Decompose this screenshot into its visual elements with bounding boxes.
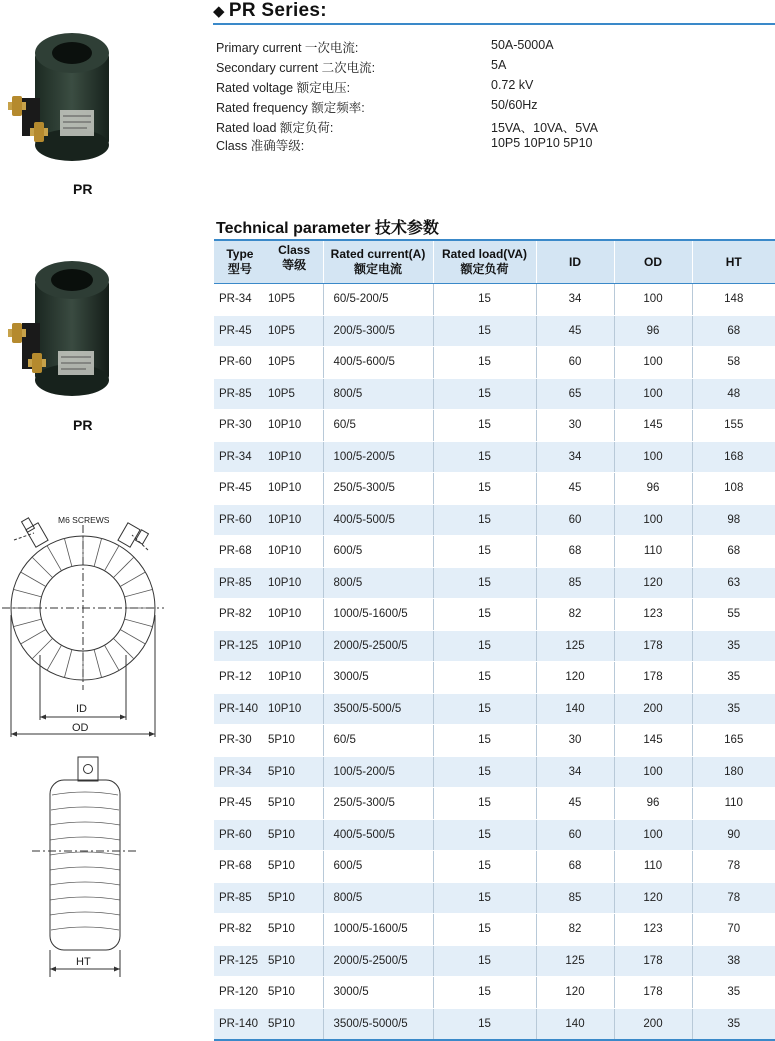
spec-label: Class 准确等级: bbox=[216, 139, 305, 153]
cell-rated-load: 15 bbox=[433, 378, 536, 410]
cell-class: 10P10 bbox=[268, 419, 302, 432]
spec-value: 5A bbox=[491, 58, 507, 72]
cell-rated-load: 15 bbox=[433, 882, 536, 914]
cell-rated-current: 60/5 bbox=[323, 725, 433, 757]
cell-class: 5P10 bbox=[268, 860, 295, 873]
cell-od: 110 bbox=[614, 851, 692, 883]
header-od: OD bbox=[614, 240, 692, 284]
cell-rated-current: 800/5 bbox=[323, 567, 433, 599]
side-view-drawing bbox=[30, 755, 140, 985]
cell-class: 10P5 bbox=[268, 387, 295, 400]
cell-ht: 180 bbox=[692, 756, 775, 788]
cell-od: 178 bbox=[614, 630, 692, 662]
cell-id: 34 bbox=[536, 284, 614, 316]
product-photo-pr-2 bbox=[2, 255, 117, 405]
cell-type-class bbox=[214, 693, 323, 725]
cell-type-class bbox=[214, 410, 323, 442]
cell-rated-current: 2000/5-2500/5 bbox=[323, 945, 433, 977]
cell-rated-current: 250/5-300/5 bbox=[323, 788, 433, 820]
cell-id: 45 bbox=[536, 473, 614, 505]
table-row bbox=[214, 599, 775, 631]
cell-rated-current: 600/5 bbox=[323, 536, 433, 568]
cell-id: 60 bbox=[536, 347, 614, 379]
cell-rated-load: 15 bbox=[433, 725, 536, 757]
table-row bbox=[214, 882, 775, 914]
cell-type-class bbox=[214, 284, 323, 316]
spec-value: 15VA、10VA、5VA bbox=[491, 121, 599, 135]
cell-rated-current: 1000/5-1600/5 bbox=[323, 599, 433, 631]
spec-label: Secondary current 二次电流: bbox=[216, 61, 376, 75]
od-dimension-label: OD bbox=[72, 722, 89, 734]
ht-dimension-label: HT bbox=[76, 956, 91, 968]
cell-type-class bbox=[214, 914, 323, 946]
cell-od: 145 bbox=[614, 725, 692, 757]
table-row bbox=[214, 378, 775, 410]
cell-type: PR-34 bbox=[219, 450, 252, 463]
cell-type-class bbox=[214, 1008, 323, 1040]
cell-ht: 70 bbox=[692, 914, 775, 946]
cell-id: 125 bbox=[536, 630, 614, 662]
cell-od: 96 bbox=[614, 788, 692, 820]
cell-ht: 35 bbox=[692, 1008, 775, 1040]
cell-type-class bbox=[214, 819, 323, 851]
cell-ht: 90 bbox=[692, 819, 775, 851]
cell-ht: 35 bbox=[692, 662, 775, 694]
cell-type-class bbox=[214, 725, 323, 757]
cell-rated-current: 3500/5-500/5 bbox=[323, 693, 433, 725]
cell-rated-load: 15 bbox=[433, 662, 536, 694]
cell-rated-load: 15 bbox=[433, 788, 536, 820]
cell-type-class bbox=[214, 378, 323, 410]
cell-type-class bbox=[214, 599, 323, 631]
cell-class: 10P10 bbox=[268, 576, 302, 589]
cell-type: PR-34 bbox=[219, 293, 252, 306]
cell-ht: 155 bbox=[692, 410, 775, 442]
cell-class: 5P10 bbox=[268, 765, 295, 778]
cell-type: PR-30 bbox=[219, 734, 252, 747]
cell-rated-load: 15 bbox=[433, 473, 536, 505]
cell-rated-load: 15 bbox=[433, 851, 536, 883]
cell-od: 110 bbox=[614, 536, 692, 568]
cell-class: 10P10 bbox=[268, 702, 302, 715]
cell-type: PR-120 bbox=[219, 986, 258, 999]
cell-od: 100 bbox=[614, 284, 692, 316]
cell-ht: 110 bbox=[692, 788, 775, 820]
cell-rated-load: 15 bbox=[433, 630, 536, 662]
cell-ht: 78 bbox=[692, 851, 775, 883]
cell-od: 123 bbox=[614, 599, 692, 631]
cell-ht: 35 bbox=[692, 630, 775, 662]
table-row bbox=[214, 473, 775, 505]
table-row bbox=[214, 315, 775, 347]
cell-type-class bbox=[214, 882, 323, 914]
header-type-class bbox=[214, 240, 323, 284]
cell-od: 100 bbox=[614, 441, 692, 473]
cell-rated-current: 3000/5 bbox=[323, 662, 433, 694]
cell-id: 85 bbox=[536, 882, 614, 914]
cell-type-class bbox=[214, 504, 323, 536]
cell-od: 100 bbox=[614, 347, 692, 379]
cell-ht: 38 bbox=[692, 945, 775, 977]
cell-class: 5P10 bbox=[268, 1017, 295, 1030]
id-dimension-label: ID bbox=[76, 703, 87, 715]
cell-rated-load: 15 bbox=[433, 819, 536, 851]
cell-id: 140 bbox=[536, 1008, 614, 1040]
cell-id: 60 bbox=[536, 819, 614, 851]
cell-rated-load: 15 bbox=[433, 756, 536, 788]
cell-type-class bbox=[214, 630, 323, 662]
table-row bbox=[214, 662, 775, 694]
cell-ht: 165 bbox=[692, 725, 775, 757]
table-row bbox=[214, 945, 775, 977]
cell-class: 5P10 bbox=[268, 923, 295, 936]
cell-od: 120 bbox=[614, 882, 692, 914]
spec-label: Rated load 额定负荷: bbox=[216, 121, 334, 135]
cell-ht: 48 bbox=[692, 378, 775, 410]
cell-id: 45 bbox=[536, 315, 614, 347]
cell-class: 5P10 bbox=[268, 986, 295, 999]
cell-id: 125 bbox=[536, 945, 614, 977]
cell-type-class bbox=[214, 441, 323, 473]
cell-od: 123 bbox=[614, 914, 692, 946]
cell-type: PR-125 bbox=[219, 639, 258, 652]
cell-class: 10P10 bbox=[268, 671, 302, 684]
cell-rated-current: 250/5-300/5 bbox=[323, 473, 433, 505]
cell-type: PR-34 bbox=[219, 765, 252, 778]
cell-rated-current: 100/5-200/5 bbox=[323, 441, 433, 473]
table-row bbox=[214, 630, 775, 662]
cell-rated-current: 60/5-200/5 bbox=[323, 284, 433, 316]
cell-ht: 35 bbox=[692, 977, 775, 1009]
header-id: ID bbox=[536, 240, 614, 284]
parameter-table bbox=[214, 239, 775, 1041]
spec-label: Rated voltage 额定电压: bbox=[216, 81, 351, 95]
cell-ht: 108 bbox=[692, 473, 775, 505]
header-current-en: Rated current(A) bbox=[330, 247, 426, 261]
cell-rated-load: 15 bbox=[433, 599, 536, 631]
cell-od: 100 bbox=[614, 819, 692, 851]
cell-rated-current: 100/5-200/5 bbox=[323, 756, 433, 788]
cell-type-class bbox=[214, 788, 323, 820]
header-rated-current bbox=[323, 240, 433, 284]
cell-rated-current: 800/5 bbox=[323, 378, 433, 410]
cell-ht: 168 bbox=[692, 441, 775, 473]
cell-id: 68 bbox=[536, 536, 614, 568]
spec-value: 10P5 10P10 5P10 bbox=[491, 136, 593, 150]
cell-od: 96 bbox=[614, 473, 692, 505]
cell-class: 10P10 bbox=[268, 545, 302, 558]
cell-type-class bbox=[214, 756, 323, 788]
table-row bbox=[214, 977, 775, 1009]
cell-rated-load: 15 bbox=[433, 693, 536, 725]
cell-od: 178 bbox=[614, 945, 692, 977]
table-row bbox=[214, 914, 775, 946]
title-divider bbox=[213, 23, 775, 25]
cell-type: PR-140 bbox=[219, 702, 258, 715]
cell-id: 85 bbox=[536, 567, 614, 599]
cell-type-class bbox=[214, 851, 323, 883]
cell-ht: 68 bbox=[692, 536, 775, 568]
header-ht: HT bbox=[692, 240, 775, 284]
tech-title: Technical parameter 技术参数 bbox=[216, 220, 439, 237]
cell-od: 178 bbox=[614, 662, 692, 694]
header-load-cn: 额定负荷 bbox=[460, 262, 509, 276]
cell-id: 30 bbox=[536, 725, 614, 757]
cell-id: 65 bbox=[536, 378, 614, 410]
cell-rated-load: 15 bbox=[433, 504, 536, 536]
header-rated-load bbox=[433, 240, 536, 284]
spec-value: 0.72 kV bbox=[491, 78, 534, 92]
cell-class: 10P10 bbox=[268, 450, 302, 463]
cell-rated-load: 15 bbox=[433, 945, 536, 977]
cell-id: 82 bbox=[536, 599, 614, 631]
diamond-bullet-icon: ◆ bbox=[213, 3, 225, 20]
cell-rated-current: 3000/5 bbox=[323, 977, 433, 1009]
table-row bbox=[214, 347, 775, 379]
cell-class: 10P5 bbox=[268, 324, 295, 337]
cell-ht: 98 bbox=[692, 504, 775, 536]
cell-rated-current: 200/5-300/5 bbox=[323, 315, 433, 347]
table-row bbox=[214, 504, 775, 536]
cell-od: 100 bbox=[614, 378, 692, 410]
cell-rated-load: 15 bbox=[433, 284, 536, 316]
cell-type-class bbox=[214, 945, 323, 977]
cell-type: PR-85 bbox=[219, 891, 252, 904]
cell-ht: 148 bbox=[692, 284, 775, 316]
cell-class: 5P10 bbox=[268, 954, 295, 967]
cell-type: PR-60 bbox=[219, 356, 252, 369]
product-caption: PR bbox=[73, 417, 93, 433]
table-row bbox=[214, 410, 775, 442]
cell-od: 200 bbox=[614, 693, 692, 725]
table-row bbox=[214, 441, 775, 473]
cell-id: 60 bbox=[536, 504, 614, 536]
cell-type: PR-60 bbox=[219, 513, 252, 526]
cell-type: PR-85 bbox=[219, 576, 252, 589]
cell-rated-current: 1000/5-1600/5 bbox=[323, 914, 433, 946]
cell-type: PR-45 bbox=[219, 482, 252, 495]
cell-class: 10P5 bbox=[268, 356, 295, 369]
spec-value: 50/60Hz bbox=[491, 98, 538, 112]
cell-id: 45 bbox=[536, 788, 614, 820]
spec-label: Primary current 一次电流: bbox=[216, 41, 359, 55]
cell-rated-current: 400/5-600/5 bbox=[323, 347, 433, 379]
cell-type-class bbox=[214, 347, 323, 379]
cell-rated-load: 15 bbox=[433, 410, 536, 442]
cell-id: 68 bbox=[536, 851, 614, 883]
product-caption: PR bbox=[73, 181, 93, 197]
header-load-en: Rated load(VA) bbox=[441, 247, 528, 261]
cell-rated-load: 15 bbox=[433, 315, 536, 347]
cell-type-class bbox=[214, 977, 323, 1009]
cell-class: 10P10 bbox=[268, 608, 302, 621]
cell-type: PR-140 bbox=[219, 1017, 258, 1030]
cell-rated-load: 15 bbox=[433, 347, 536, 379]
table-row bbox=[214, 536, 775, 568]
cell-type: PR-82 bbox=[219, 608, 252, 621]
cell-rated-load: 15 bbox=[433, 914, 536, 946]
cell-ht: 68 bbox=[692, 315, 775, 347]
screws-label: M6 SCREWS bbox=[58, 515, 110, 525]
cell-id: 120 bbox=[536, 977, 614, 1009]
header-current-cn: 额定电流 bbox=[353, 262, 402, 276]
cell-class: 5P10 bbox=[268, 891, 295, 904]
cell-type: PR-12 bbox=[219, 671, 252, 684]
cell-type: PR-68 bbox=[219, 545, 252, 558]
table-row bbox=[214, 567, 775, 599]
cell-type: PR-45 bbox=[219, 324, 252, 337]
cell-id: 82 bbox=[536, 914, 614, 946]
front-view-drawing bbox=[0, 505, 170, 745]
cell-ht: 63 bbox=[692, 567, 775, 599]
table-row bbox=[214, 788, 775, 820]
header-type-cn: 型号 bbox=[227, 262, 252, 276]
cell-type: PR-85 bbox=[219, 387, 252, 400]
cell-rated-current: 400/5-500/5 bbox=[323, 819, 433, 851]
cell-id: 30 bbox=[536, 410, 614, 442]
table-row bbox=[214, 1008, 775, 1040]
cell-type-class bbox=[214, 567, 323, 599]
cell-ht: 55 bbox=[692, 599, 775, 631]
cell-class: 5P10 bbox=[268, 797, 295, 810]
product-photo-pr-1 bbox=[2, 18, 117, 168]
cell-type-class bbox=[214, 315, 323, 347]
cell-rated-load: 15 bbox=[433, 536, 536, 568]
cell-od: 100 bbox=[614, 756, 692, 788]
table-row bbox=[214, 284, 775, 316]
cell-rated-load: 15 bbox=[433, 1008, 536, 1040]
spec-value: 50A-5000A bbox=[491, 38, 554, 52]
cell-class: 10P10 bbox=[268, 639, 302, 652]
table-row bbox=[214, 851, 775, 883]
cell-type: PR-45 bbox=[219, 797, 252, 810]
cell-id: 34 bbox=[536, 756, 614, 788]
cell-id: 140 bbox=[536, 693, 614, 725]
cell-type-class bbox=[214, 473, 323, 505]
cell-rated-current: 60/5 bbox=[323, 410, 433, 442]
header-class-cn: 等级 bbox=[282, 258, 307, 272]
cell-type: PR-60 bbox=[219, 828, 252, 841]
cell-class: 10P10 bbox=[268, 513, 302, 526]
cell-type-class bbox=[214, 662, 323, 694]
cell-id: 34 bbox=[536, 441, 614, 473]
cell-od: 178 bbox=[614, 977, 692, 1009]
cell-rated-load: 15 bbox=[433, 441, 536, 473]
series-title-text: PR Series: bbox=[228, 0, 327, 21]
cell-type: PR-125 bbox=[219, 954, 258, 967]
header-class-en: Class bbox=[278, 243, 311, 257]
cell-class: 10P5 bbox=[268, 293, 295, 306]
series-title bbox=[213, 0, 327, 22]
cell-class: 10P10 bbox=[268, 482, 302, 495]
cell-rated-load: 15 bbox=[433, 977, 536, 1009]
cell-rated-current: 3500/5-5000/5 bbox=[323, 1008, 433, 1040]
table-header-row bbox=[214, 240, 775, 284]
spec-label: Rated frequency 额定频率: bbox=[216, 101, 365, 115]
cell-od: 96 bbox=[614, 315, 692, 347]
cell-ht: 58 bbox=[692, 347, 775, 379]
header-type-en: Type bbox=[226, 247, 254, 261]
cell-type: PR-30 bbox=[219, 419, 252, 432]
cell-type-class bbox=[214, 536, 323, 568]
cell-od: 120 bbox=[614, 567, 692, 599]
cell-od: 200 bbox=[614, 1008, 692, 1040]
cell-od: 145 bbox=[614, 410, 692, 442]
cell-type: PR-68 bbox=[219, 860, 252, 873]
cell-ht: 78 bbox=[692, 882, 775, 914]
cell-type: PR-82 bbox=[219, 923, 252, 936]
cell-rated-current: 600/5 bbox=[323, 851, 433, 883]
table-row bbox=[214, 756, 775, 788]
table-row bbox=[214, 819, 775, 851]
cell-class: 5P10 bbox=[268, 734, 295, 747]
cell-rated-current: 800/5 bbox=[323, 882, 433, 914]
cell-ht: 35 bbox=[692, 693, 775, 725]
cell-rated-current: 2000/5-2500/5 bbox=[323, 630, 433, 662]
table-row bbox=[214, 725, 775, 757]
cell-rated-current: 400/5-500/5 bbox=[323, 504, 433, 536]
cell-class: 5P10 bbox=[268, 828, 295, 841]
table-row bbox=[214, 693, 775, 725]
cell-od: 100 bbox=[614, 504, 692, 536]
cell-rated-load: 15 bbox=[433, 567, 536, 599]
cell-id: 120 bbox=[536, 662, 614, 694]
